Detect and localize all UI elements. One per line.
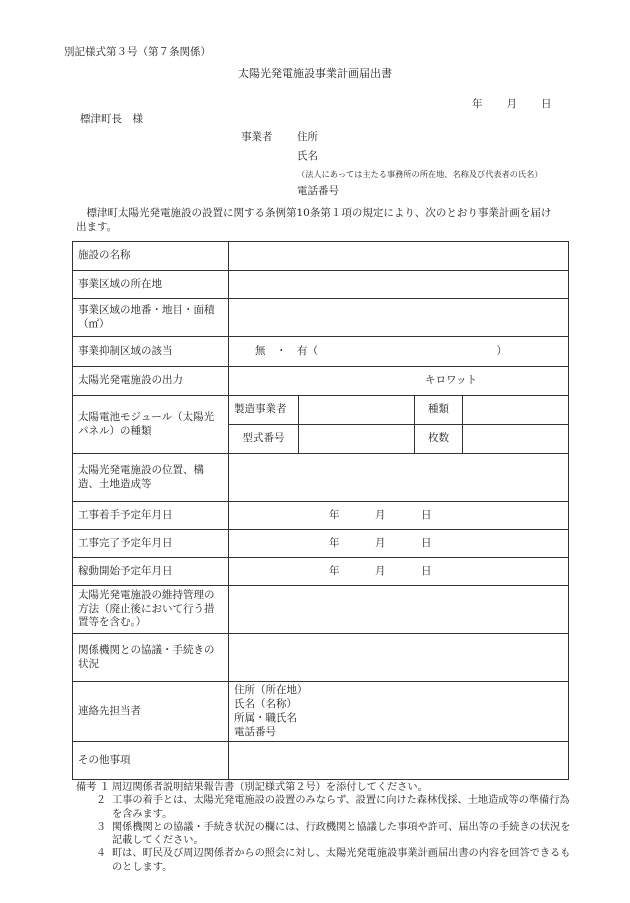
form-label: 別記様式第３号（第７条関係） xyxy=(64,46,211,58)
label-contact-person: 連絡先担当者 xyxy=(73,682,229,742)
note-item-2: 工事の着手とは、太陽光発電施設の設置のみならず、設置に向けた森林伐採、土地造成等の準備行為を含みます。 xyxy=(112,795,570,820)
date-year: 年 xyxy=(472,98,483,110)
contact-affiliation-label: 所属・職氏名 xyxy=(234,711,297,724)
value-count[interactable] xyxy=(463,425,569,454)
end-day: 日 xyxy=(421,536,432,549)
value-manufacturer[interactable] xyxy=(299,396,415,425)
label-count: 枚数 xyxy=(415,425,463,454)
label-construction-start: 工事着手予定年月日 xyxy=(73,502,229,530)
label-location: 事業区域の所在地 xyxy=(73,271,229,299)
date-day: 日 xyxy=(541,98,552,110)
op-month: 月 xyxy=(375,564,386,577)
addressee: 標津町長 様 xyxy=(80,113,143,125)
note-item-3: 関係機関との協議・手続き状況の欄には、行政機関と協議した事項や許可、届出等の手続きの状況を記載してください。 xyxy=(112,821,571,846)
start-month: 月 xyxy=(375,508,386,521)
notes-head: 備考 １ xyxy=(76,782,110,793)
label-other: その他事項 xyxy=(73,742,229,780)
row-position xyxy=(73,454,569,502)
value-consultation[interactable] xyxy=(229,634,569,682)
label-construction-end: 工事完了予定年月日 xyxy=(73,530,229,558)
value-operation-start[interactable] xyxy=(229,558,569,586)
value-maintenance[interactable] xyxy=(229,586,569,634)
value-model-number[interactable] xyxy=(299,425,415,454)
row-consultation xyxy=(73,634,569,682)
row-lot-info xyxy=(73,299,569,337)
label-position-structure: 太陽光発電施設の位置、構造、土地造成等 xyxy=(73,454,229,502)
plan-table xyxy=(72,241,569,780)
value-contact[interactable] xyxy=(229,682,569,742)
label-facility-name: 施設の名称 xyxy=(73,242,229,271)
value-location[interactable] xyxy=(229,271,569,299)
note-num-4: ４ xyxy=(95,848,106,860)
row-output xyxy=(73,367,569,396)
date-month: 月 xyxy=(506,98,517,110)
start-year: 年 xyxy=(329,508,340,521)
note-num-2: ２ xyxy=(95,795,106,807)
end-month: 月 xyxy=(375,536,386,549)
end-year: 年 xyxy=(329,536,340,549)
row-restricted-area xyxy=(73,337,569,367)
note-item-4: 町は、町民及び周辺関係者からの照会に対し、太陽光発電施設事業計画届出書の内容を回答できるものとします。 xyxy=(112,848,571,873)
label-output: 太陽光発電施設の出力 xyxy=(73,367,229,396)
start-day: 日 xyxy=(421,508,432,521)
op-year: 年 xyxy=(329,564,340,577)
document-title: 太陽光発電施設事業計画届出書 xyxy=(238,67,392,80)
row-module-1 xyxy=(73,396,569,425)
row-maintenance xyxy=(73,586,569,634)
intro-paragraph: 標津町太陽光発電施設の設置に関する条例第10条第１項の規定により、次のとおり事業計画を届け出ます。 xyxy=(76,207,552,233)
row-facility-name xyxy=(73,242,569,271)
contact-phone-label: 電話番号 xyxy=(234,725,276,738)
value-facility-name[interactable] xyxy=(229,242,569,271)
op-day: 日 xyxy=(421,564,432,577)
value-output[interactable]: キロワット xyxy=(229,367,569,396)
value-kind[interactable] xyxy=(463,396,569,425)
value-restricted-area[interactable]: 無 ・ 有（ ） xyxy=(229,337,569,367)
label-restricted-area: 事業抑制区域の該当 xyxy=(73,337,229,367)
row-operation-start xyxy=(73,558,569,586)
label-maintenance: 太陽光発電施設の維持管理の方法（廃止後において行う措置等を含む。） xyxy=(73,586,229,634)
label-module-type: 太陽電池モジュール（太陽光パネル）の種類 xyxy=(73,396,229,454)
row-construction-end xyxy=(73,530,569,558)
value-other[interactable] xyxy=(229,742,569,780)
date-line xyxy=(472,98,576,112)
applicant-note: （法人にあっては主たる事務所の所在地、名称及び代表者の氏名） xyxy=(297,168,543,179)
value-construction-end[interactable] xyxy=(229,530,569,558)
contact-address-label: 住所（所在地） xyxy=(234,684,308,696)
label-operation-start: 稼動開始予定年月日 xyxy=(73,558,229,586)
applicant-role: 事業者 xyxy=(241,130,273,143)
note-num-3: ３ xyxy=(95,821,106,833)
contact-name-label: 氏名（名称） xyxy=(234,697,297,710)
applicant-block xyxy=(241,128,543,201)
value-position-structure[interactable] xyxy=(229,454,569,502)
applicant-address-label: 住所 xyxy=(297,130,318,143)
label-kind: 種類 xyxy=(415,396,463,425)
notes-block xyxy=(76,781,576,874)
note-item-1: 周辺関係者説明結果報告書（別記様式第２号）を添付してください。 xyxy=(112,782,428,793)
value-construction-start[interactable] xyxy=(229,502,569,530)
label-model-number: 型式番号 xyxy=(229,425,299,454)
applicant-name-label: 氏名 xyxy=(297,149,318,162)
row-location xyxy=(73,271,569,299)
row-contact xyxy=(73,682,569,742)
row-other xyxy=(73,742,569,780)
applicant-phone-label: 電話番号 xyxy=(297,184,339,197)
row-construction-start xyxy=(73,502,569,530)
label-manufacturer: 製造事業者 xyxy=(229,396,299,425)
label-lot-info: 事業区域の地番・地目・面積（㎡） xyxy=(73,299,229,337)
value-lot-info[interactable] xyxy=(229,299,569,337)
label-consultation: 関係機関との協議・手続きの状況 xyxy=(73,634,229,682)
